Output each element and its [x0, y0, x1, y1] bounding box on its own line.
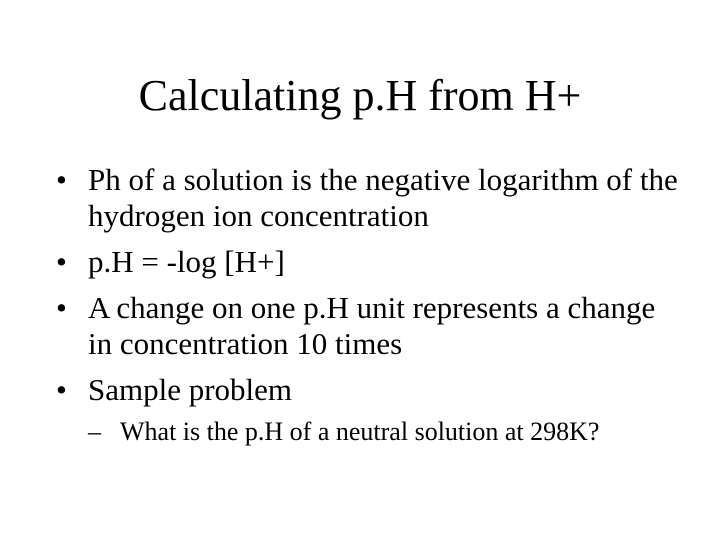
- sub-bullet-list: [88, 416, 684, 448]
- sub-bullet-text: What is the p.H of a neutral solution at 298K?: [120, 417, 600, 446]
- bullet-item: [54, 372, 684, 448]
- bullet-item: [54, 162, 684, 234]
- bullet-text: Ph of a solution is the negative logarithm of the hydrogen ion concentration: [88, 162, 678, 233]
- bullet-text: A change on one p.H unit represents a change in concentration 10 times: [88, 290, 656, 361]
- bullet-text: p.H = -log [H+]: [88, 244, 285, 279]
- bullet-marker: •: [56, 162, 67, 197]
- sub-bullet-item: [88, 416, 684, 448]
- bullet-marker: •: [56, 244, 67, 279]
- sub-bullet-marker: –: [88, 417, 101, 446]
- bullet-marker: •: [56, 372, 67, 407]
- bullet-list: [54, 162, 684, 458]
- bullet-item: [54, 290, 684, 362]
- slide-title: Calculating p.H from H+: [138, 71, 582, 120]
- bullet-item: [54, 244, 684, 280]
- bullet-marker: •: [56, 290, 67, 325]
- bullet-text: Sample problem: [88, 372, 293, 407]
